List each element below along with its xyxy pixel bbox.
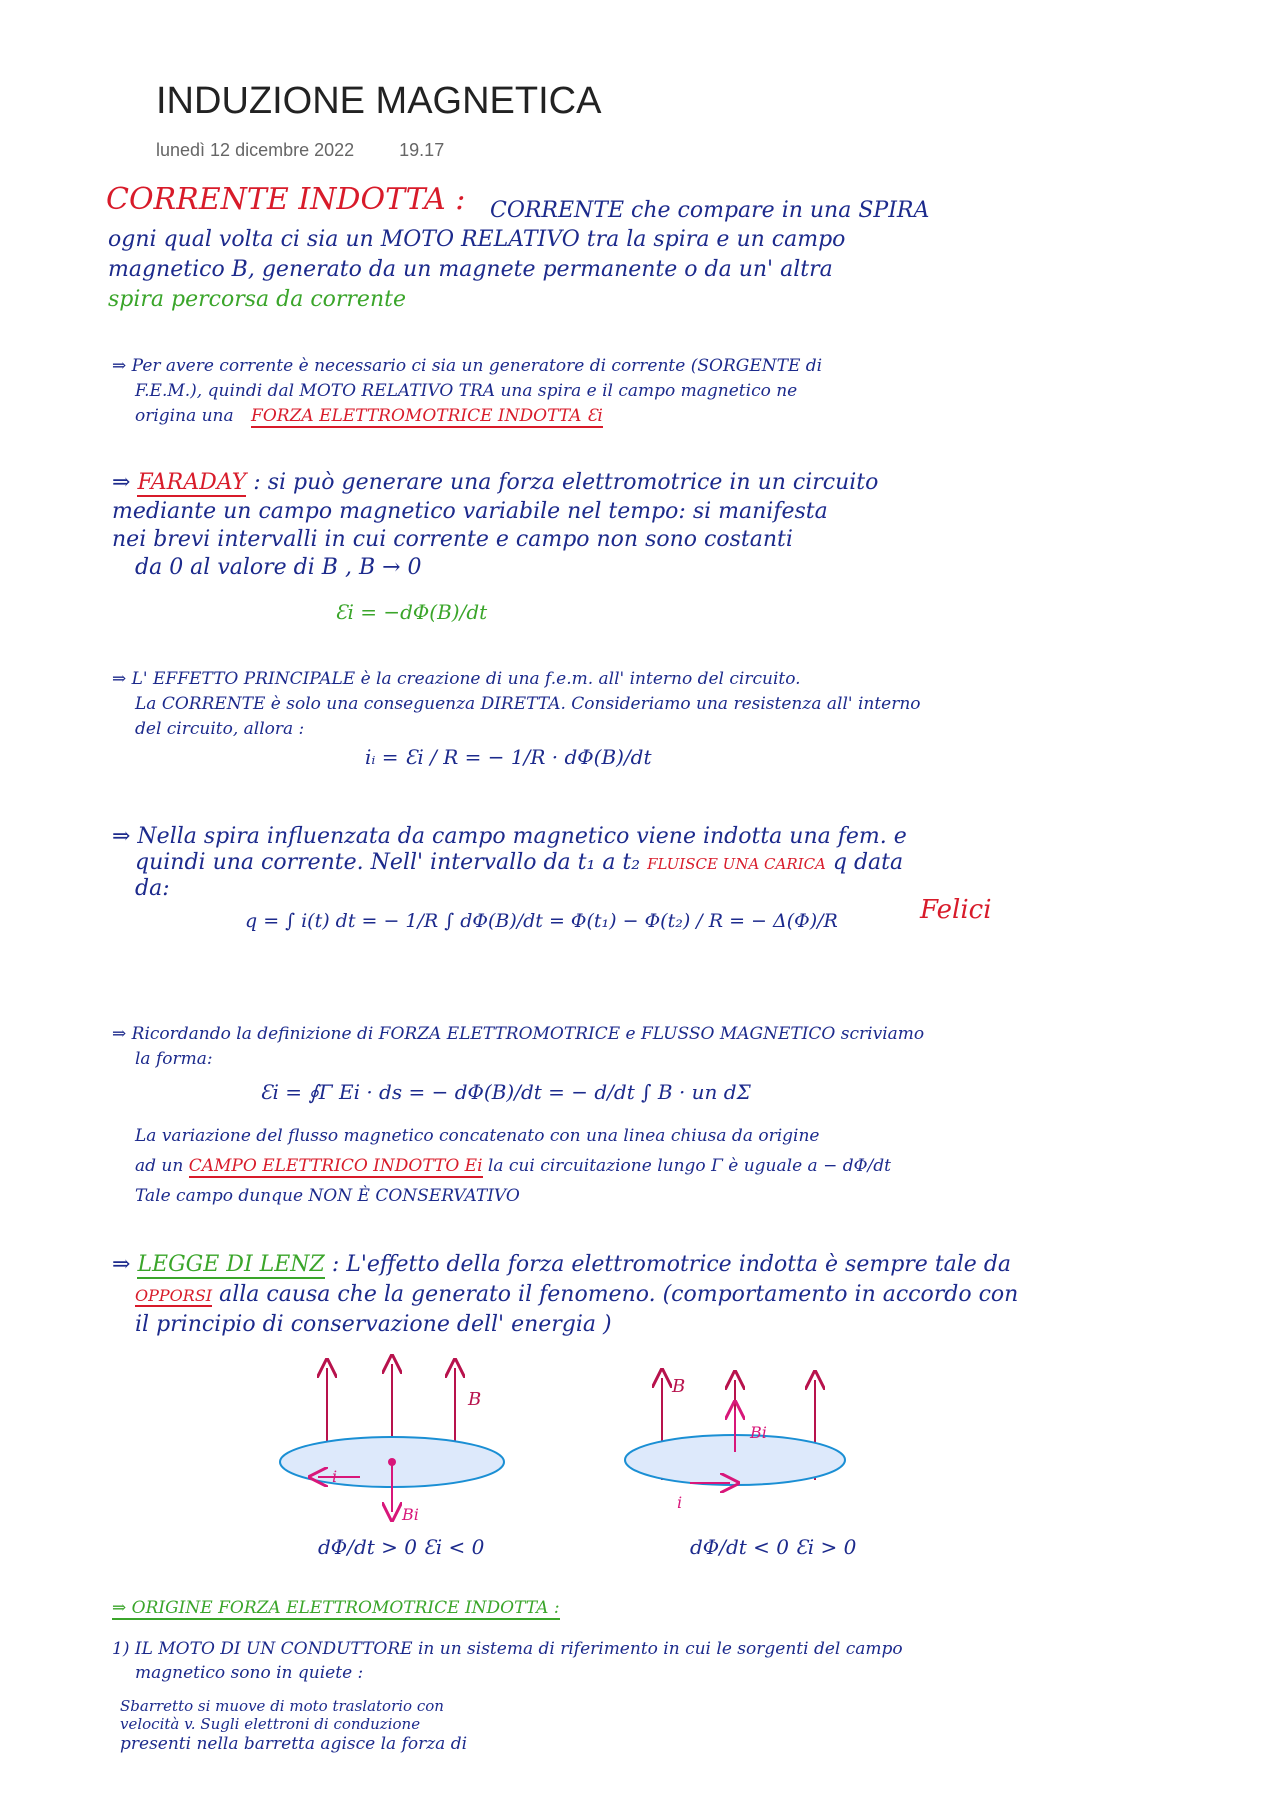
s6-line-3: La variazione del flusso magnetico concatenato con una linea chiusa da origine <box>135 1126 820 1146</box>
figure-2 <box>625 1378 845 1485</box>
s6-line-1: ⇒ Ricordando la definizione di FORZA ELETTROMOTRICE e FLUSSO MAGNETICO scriviamo <box>112 1024 925 1044</box>
s6-line-4-end: la cui circuitazione lungo Γ è uguale a − dΦ/dt <box>487 1156 891 1176</box>
s6-line-5: Tale campo dunque NON È CONSERVATIVO <box>135 1186 520 1206</box>
lenz-label: LEGGE DI LENZ <box>137 1252 325 1277</box>
current-equation: iᵢ = Ɛi / R = − 1/R · dΦ(B)/dt <box>365 745 652 769</box>
s1-line-1: CORRENTE che compare in una SPIRA <box>490 198 930 223</box>
s7-line-2-text: alla causa che la generato il fenomeno. (comportamento in accordo con <box>219 1282 1019 1307</box>
s5-line-3: da: <box>135 876 170 901</box>
s4-line-1: ⇒ L' EFFETTO PRINCIPALE è la creazione di una f.e.m. all' interno del circuito. <box>112 669 801 689</box>
s4-line-2: La CORRENTE è solo una conseguenza DIRETTA. Consideriamo una resistenza all' interno <box>135 694 921 714</box>
fig1-condition: dΦ/dt > 0 Ɛi < 0 <box>318 1535 485 1559</box>
fig1-b-label: B <box>468 1389 482 1410</box>
fluisce-carica-label: FLUISCE UNA CARICA <box>647 855 826 873</box>
s3-line-2: mediante un campo magnetico variabile nel tempo: si manifesta <box>112 499 828 524</box>
s8-line-3: Sbarretto si muove di moto traslatorio con <box>120 1697 444 1715</box>
circuitation-equation: Ɛi = ∮Γ Ei · ds = − dΦ(B)/dt = − d/dt ∫ B · un dΣ <box>260 1080 751 1104</box>
date-text: lunedì 12 dicembre 2022 <box>156 140 355 160</box>
fig2-i-label: i <box>677 1493 683 1512</box>
heading-corrente-indotta: CORRENTE INDOTTA : <box>106 182 466 217</box>
s1-line-2: ogni qual volta ci sia un MOTO RELATIVO tra la spira e un campo <box>108 227 846 252</box>
s7-line-3: il principio di conservazione dell' energia ) <box>135 1312 612 1337</box>
campo-elettrico-indotto-label: CAMPO ELETTRICO INDOTTO Ei <box>188 1156 483 1176</box>
fig2-bi-label: Bi <box>750 1423 767 1442</box>
fem-indotta-label: FORZA ELETTROMOTRICE INDOTTA Ɛi <box>251 406 603 426</box>
s8-heading <box>112 1597 560 1619</box>
s3-line-1-text: : si può generare una forza elettromotrice in un circuito <box>253 470 879 495</box>
s8-line-5: presenti nella barretta agisce la forza di <box>120 1734 468 1754</box>
s2-line-3-text: origina una <box>135 406 234 426</box>
s6-line-4-start: ad un <box>135 1156 184 1176</box>
s7-arrow: ⇒ <box>112 1252 131 1277</box>
s8-line-1: 1) IL MOTO DI UN CONDUTTORE in un sistema di riferimento in cui le sorgenti del campo <box>112 1639 903 1659</box>
s2-line-1: ⇒ Per avere corrente è necessario ci sia un generatore di corrente (SORGENTE di <box>112 356 823 376</box>
felici-name: Felici <box>920 895 992 925</box>
s5-line-1: ⇒ Nella spira influenzata da campo magnetico viene indotta una fem. e <box>112 824 907 849</box>
fig1-bi-label: Bi <box>402 1505 419 1524</box>
s1-line-4: spira percorsa da corrente <box>108 287 406 312</box>
s1-line-3: magnetico B, generato da un magnete permanente o da un' altra <box>108 257 833 282</box>
s8-line-2: magnetico sono in quiete : <box>135 1663 364 1683</box>
faraday-label: FARADAY <box>137 470 247 495</box>
faraday-equation: Ɛi = −dΦ(B)/dt <box>335 600 488 624</box>
fig2-condition: dΦ/dt < 0 Ɛi > 0 <box>690 1535 857 1559</box>
s3-line-4: da 0 al valore di B , B → 0 <box>135 555 422 580</box>
page-title: INDUZIONE MAGNETICA <box>156 80 602 122</box>
fig2-b-label: B <box>672 1376 686 1397</box>
s5-line-2-text: quindi una corrente. Nell' intervallo da t₁ a t₂ <box>135 850 641 875</box>
fig1-i-label: i <box>332 1467 338 1486</box>
time-text: 19.17 <box>399 140 445 160</box>
charge-equation: q = ∫ i(t) dt = − 1/R ∫ dΦ(B)/dt = Φ(t₁) − Φ(t₂) / R = − Δ(Φ)/R <box>245 910 838 932</box>
s7-line-1-text: : L'effetto della forza elettromotrice indotta è sempre tale da <box>331 1252 1012 1277</box>
s5-line-2-end: q data <box>832 850 904 875</box>
s2-line-2: F.E.M.), quindi dal MOTO RELATIVO TRA una spira e il campo magnetico ne <box>135 381 798 401</box>
s6-line-2: la forma: <box>135 1049 213 1069</box>
s4-line-3: del circuito, allora : <box>135 719 305 739</box>
s3-line-3: nei brevi intervalli in cui corrente e campo non sono costanti <box>112 527 793 552</box>
center-dot <box>388 1458 396 1466</box>
origine-fem-label: ⇒ ORIGINE FORZA ELETTROMOTRICE INDOTTA : <box>112 1598 560 1618</box>
s3-arrow: ⇒ <box>112 470 131 495</box>
opporsi-label: OPPORSI <box>135 1286 213 1305</box>
s8-line-4: velocità v. Sugli elettroni di conduzione <box>120 1715 421 1733</box>
